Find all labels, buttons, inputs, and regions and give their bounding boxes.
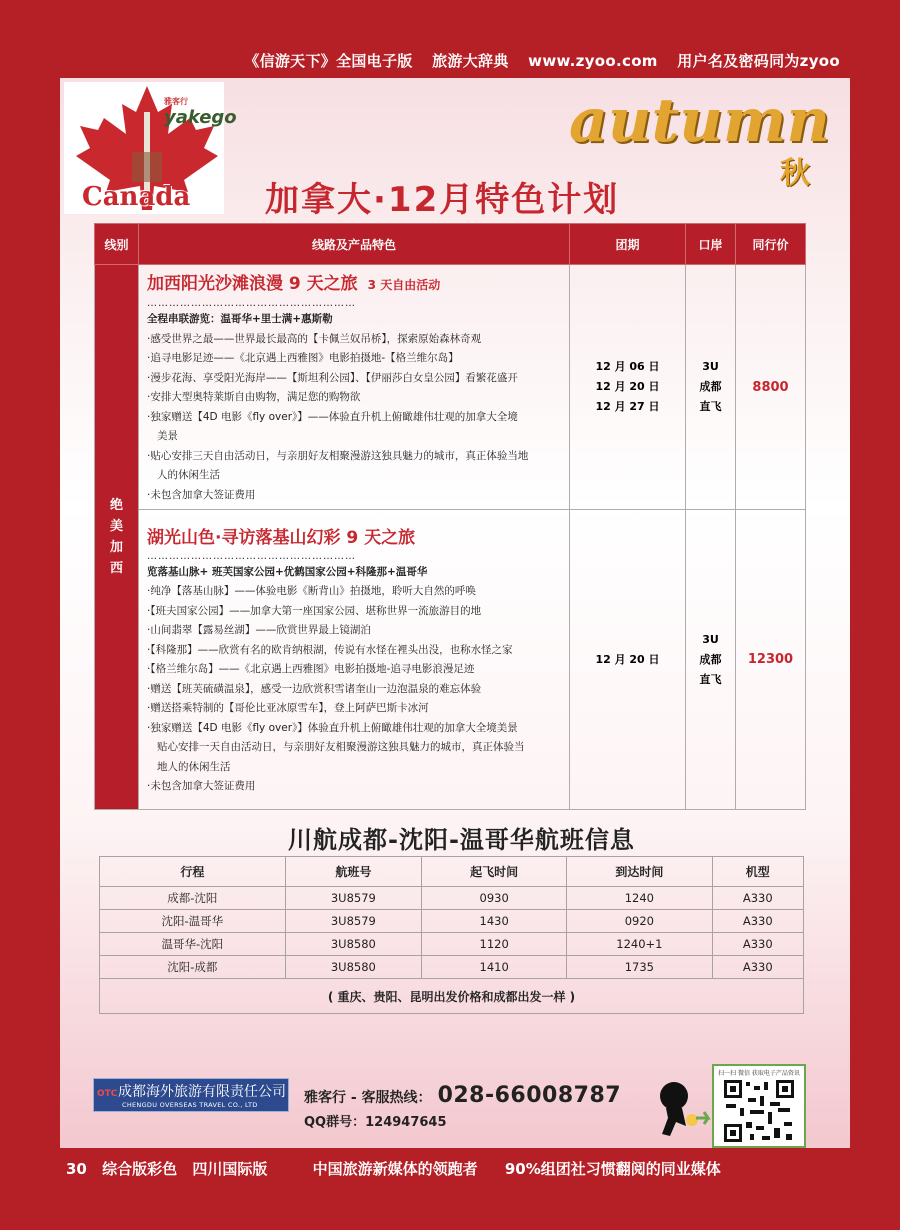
login-hint: 用户名及密码同为zyoo bbox=[677, 52, 840, 70]
route-title bbox=[147, 525, 561, 551]
col-route: 行程 bbox=[100, 857, 286, 887]
feature-item: ·【班夫国家公园】——加拿大第一座国家公园、堪称世界一流旅游目的地 bbox=[147, 604, 482, 617]
region-label bbox=[95, 265, 139, 810]
flight-note-row bbox=[100, 979, 804, 1014]
feature-item: ·追寻电影足迹——《北京遇上西雅图》电影拍摄地-【格兰维尔岛】 bbox=[147, 352, 459, 364]
company-name-en: CHENGDU OVERSEAS TRAVEL CO., LTD bbox=[122, 1101, 258, 1109]
company-mark: OTC bbox=[97, 1089, 118, 1099]
feature-item: 美景 bbox=[157, 430, 178, 442]
col-aircraft: 机型 bbox=[712, 857, 804, 887]
flight-cell: 3U8580 bbox=[285, 933, 421, 956]
route-row[interactable] bbox=[95, 265, 806, 510]
company-name-cn: 成都海外旅游有限责任公司 bbox=[118, 1084, 286, 1100]
feature-item: 贴心安排一天自由活动日，与亲朋好友相聚漫游这独具魅力的城市，真正体验当 bbox=[157, 741, 525, 753]
feature-item: ·山间翡翠【露易丝湖】——欣赏世界最上镜湖泊 bbox=[147, 624, 371, 636]
top-banner bbox=[0, 0, 900, 78]
feature-item: ·安排大型奥特莱斯自由购物，满足您的购物欲 bbox=[147, 391, 361, 403]
flight-cell: 3U8579 bbox=[285, 910, 421, 933]
col-price: 同行价 bbox=[736, 224, 806, 265]
table-row bbox=[100, 933, 804, 956]
route-price: 8800 bbox=[736, 265, 806, 510]
route-price: 12300 bbox=[736, 510, 806, 810]
bottom-banner bbox=[0, 1148, 900, 1230]
col-departure: 起飞时间 bbox=[422, 857, 567, 887]
date-item: 12 月 20 日 bbox=[595, 380, 660, 393]
table-row bbox=[100, 887, 804, 910]
edition-name: 四川国际版 bbox=[192, 1160, 268, 1178]
hotline-number[interactable]: 028-66008787 bbox=[437, 1083, 622, 1108]
qr-caption: 扫一扫 微信 获取电子产品资讯 bbox=[718, 1070, 800, 1077]
region-char: 绝 bbox=[109, 498, 123, 513]
port-type: 直飞 bbox=[699, 672, 722, 686]
route-row[interactable] bbox=[95, 510, 806, 810]
col-arrival: 到达时间 bbox=[567, 857, 712, 887]
date-item: 12 月 27 日 bbox=[595, 400, 660, 413]
slogan-1: 中国旅游新媒体的领跑者 bbox=[312, 1160, 478, 1178]
col-flight-no: 航班号 bbox=[285, 857, 421, 887]
section-name: 综合版彩色 bbox=[102, 1160, 178, 1178]
qr-code-panel[interactable] bbox=[712, 1064, 806, 1148]
route-name: 湖光山色·寻访落基山幻彩 9 天之旅 bbox=[147, 527, 416, 548]
flight-cell: A330 bbox=[712, 887, 804, 910]
feature-item: ·漫步花海、享受阳光海岸——【斯坦利公园】、【伊丽莎白女皇公园】看繁花盛开 bbox=[147, 371, 518, 384]
flight-cell: 成都-沈阳 bbox=[100, 887, 286, 910]
flight-cell: A330 bbox=[712, 933, 804, 956]
dictionary-label: 旅游大辞典 bbox=[432, 52, 509, 70]
region-char: 加 bbox=[109, 540, 123, 555]
flight-cell: A330 bbox=[712, 956, 804, 979]
feature-item: ·未包含加拿大签证费用 bbox=[147, 780, 256, 792]
qq-group: QQ群号：124947645 bbox=[304, 1115, 447, 1130]
flight-cell: 3U8579 bbox=[285, 887, 421, 910]
flight-section-title: 川航成都-沈阳-温哥华航班信息 bbox=[288, 826, 635, 854]
yakego-cn: 雅客行 bbox=[164, 97, 188, 106]
flight-cell: 0930 bbox=[422, 887, 567, 910]
route-features bbox=[139, 510, 570, 810]
canada-logo bbox=[64, 82, 237, 214]
region-char: 美 bbox=[109, 519, 123, 534]
feature-item: ·【科隆那】——欣赏有名的欧肯纳根湖，传说有水怪在裡头出没，也称水怪之家 bbox=[147, 643, 513, 656]
flight-cell: 0920 bbox=[567, 910, 712, 933]
flight-table-header bbox=[100, 857, 804, 887]
region-char: 西 bbox=[109, 561, 123, 576]
qr-code-icon bbox=[722, 1078, 796, 1144]
port-airline: 3U bbox=[702, 632, 719, 646]
canada-word: Canada bbox=[82, 182, 191, 212]
runner-mascot-icon bbox=[652, 1078, 712, 1138]
table-row bbox=[100, 956, 804, 979]
top-banner-text bbox=[230, 50, 840, 71]
feature-item: ·赠送搭乘特制的【哥伦比亚冰原雪车】，登上阿萨巴斯卡冰河 bbox=[147, 702, 429, 714]
route-dates bbox=[570, 510, 686, 810]
flight-cell: 1120 bbox=[422, 933, 567, 956]
flight-cell: 1410 bbox=[422, 956, 567, 979]
publication-name: 《信游天下》全国电子版 bbox=[244, 52, 413, 70]
flight-cell: 1240 bbox=[567, 887, 712, 910]
col-features: 线路及产品特色 bbox=[139, 224, 570, 265]
page-number: 30 bbox=[66, 1160, 87, 1178]
hotline-row bbox=[304, 1083, 621, 1108]
feature-item: ·纯净【落基山脉】——体验电影《断背山》拍摄地，聆听大自然的呼唤 bbox=[147, 585, 476, 597]
flight-table bbox=[99, 856, 804, 1014]
flight-note: ( 重庆、贵阳、昆明出发价格和成都出发一样 ) bbox=[100, 979, 804, 1014]
company-logo bbox=[93, 1078, 289, 1112]
route-name: 加西阳光沙滩浪漫 9 天之旅 bbox=[147, 274, 358, 294]
feature-item: ·【格兰维尔岛】——《北京遇上西雅图》电影拍摄地-追寻电影浪漫足迹 bbox=[147, 663, 475, 675]
autumn-char: 秋 bbox=[780, 156, 810, 191]
port-type: 直飞 bbox=[699, 400, 722, 413]
route-title bbox=[147, 271, 561, 298]
feature-item: ·独家赠送【4D 电影《fly over》】体验直升机上俯瞰雄伟壮观的加拿大全境美景 bbox=[147, 721, 518, 734]
dotted-divider: ………………………………………………… bbox=[147, 298, 356, 309]
flight-cell: 1735 bbox=[567, 956, 712, 979]
flight-cell: 3U8580 bbox=[285, 956, 421, 979]
route-summary: 览落基山脉+ 班芙国家公园+优鹤国家公园+科隆那+温哥华 bbox=[147, 565, 428, 578]
feature-item: 地人的休闲生活 bbox=[157, 760, 231, 773]
content-panel bbox=[60, 78, 850, 1148]
dotted-divider: ………………………………………………… bbox=[147, 550, 356, 562]
route-features bbox=[139, 265, 570, 510]
flight-cell: 沈阳-温哥华 bbox=[100, 910, 286, 933]
feature-item: ·独家赠送【4D 电影《fly over》】——体验直升机上俯瞰雄伟壮观的加拿大全境 bbox=[147, 410, 518, 423]
col-port: 口岸 bbox=[686, 224, 736, 265]
port-city: 成都 bbox=[699, 652, 722, 666]
date-item: 12 月 06 日 bbox=[595, 360, 660, 373]
hotline-label: 雅客行 - 客服热线： bbox=[304, 1090, 432, 1106]
flight-cell: 沈阳-成都 bbox=[100, 956, 286, 979]
autumn-decoration: autumn bbox=[569, 86, 830, 156]
route-table-header bbox=[95, 224, 806, 265]
route-subtitle: 3 天自由活动 bbox=[367, 278, 441, 292]
feature-item: ·未包含加拿大签证费用 bbox=[147, 488, 256, 501]
port-airline: 3U bbox=[702, 360, 719, 373]
flight-cell: 1240+1 bbox=[567, 933, 712, 956]
route-port bbox=[686, 510, 736, 810]
feature-item: ·赠送【班芙硫磺温泉】，感受一边欣赏积雪诸奎山一边泡温泉的难忘体验 bbox=[147, 682, 482, 695]
route-table bbox=[94, 223, 806, 810]
flight-cell: 温哥华-沈阳 bbox=[100, 933, 286, 956]
table-row bbox=[100, 910, 804, 933]
flight-cell: A330 bbox=[712, 910, 804, 933]
site-link[interactable]: www.zyoo.com bbox=[528, 52, 658, 70]
route-summary: 全程串联游览：温哥华+里士满+惠斯勒 bbox=[147, 313, 333, 325]
date-item: 12 月 20 日 bbox=[595, 652, 660, 666]
feature-item: ·贴心安排三天自由活动日，与亲朋好友相聚漫游这独具魅力的城市，真正体验当地 bbox=[147, 449, 529, 462]
port-city: 成都 bbox=[699, 380, 722, 393]
feature-item: 人的休闲生活 bbox=[157, 469, 220, 481]
contact-info bbox=[304, 1083, 621, 1130]
yakego-en: yakego bbox=[164, 107, 237, 128]
slogan-2: 90%组团社习惯翻阅的同业媒体 bbox=[504, 1160, 721, 1178]
route-port bbox=[686, 265, 736, 510]
flight-cell: 1430 bbox=[422, 910, 567, 933]
feature-item: ·感受世界之最——世界最长最高的【卡佩兰奴吊桥】，探索原始森林奇观 bbox=[147, 332, 482, 345]
col-dates: 团期 bbox=[570, 224, 686, 265]
yakego-logo bbox=[164, 96, 237, 128]
bottom-banner-text bbox=[66, 1158, 721, 1179]
col-region: 线别 bbox=[95, 224, 139, 265]
route-dates bbox=[570, 265, 686, 510]
page-title: 加拿大·12月特色计划 bbox=[265, 180, 620, 220]
